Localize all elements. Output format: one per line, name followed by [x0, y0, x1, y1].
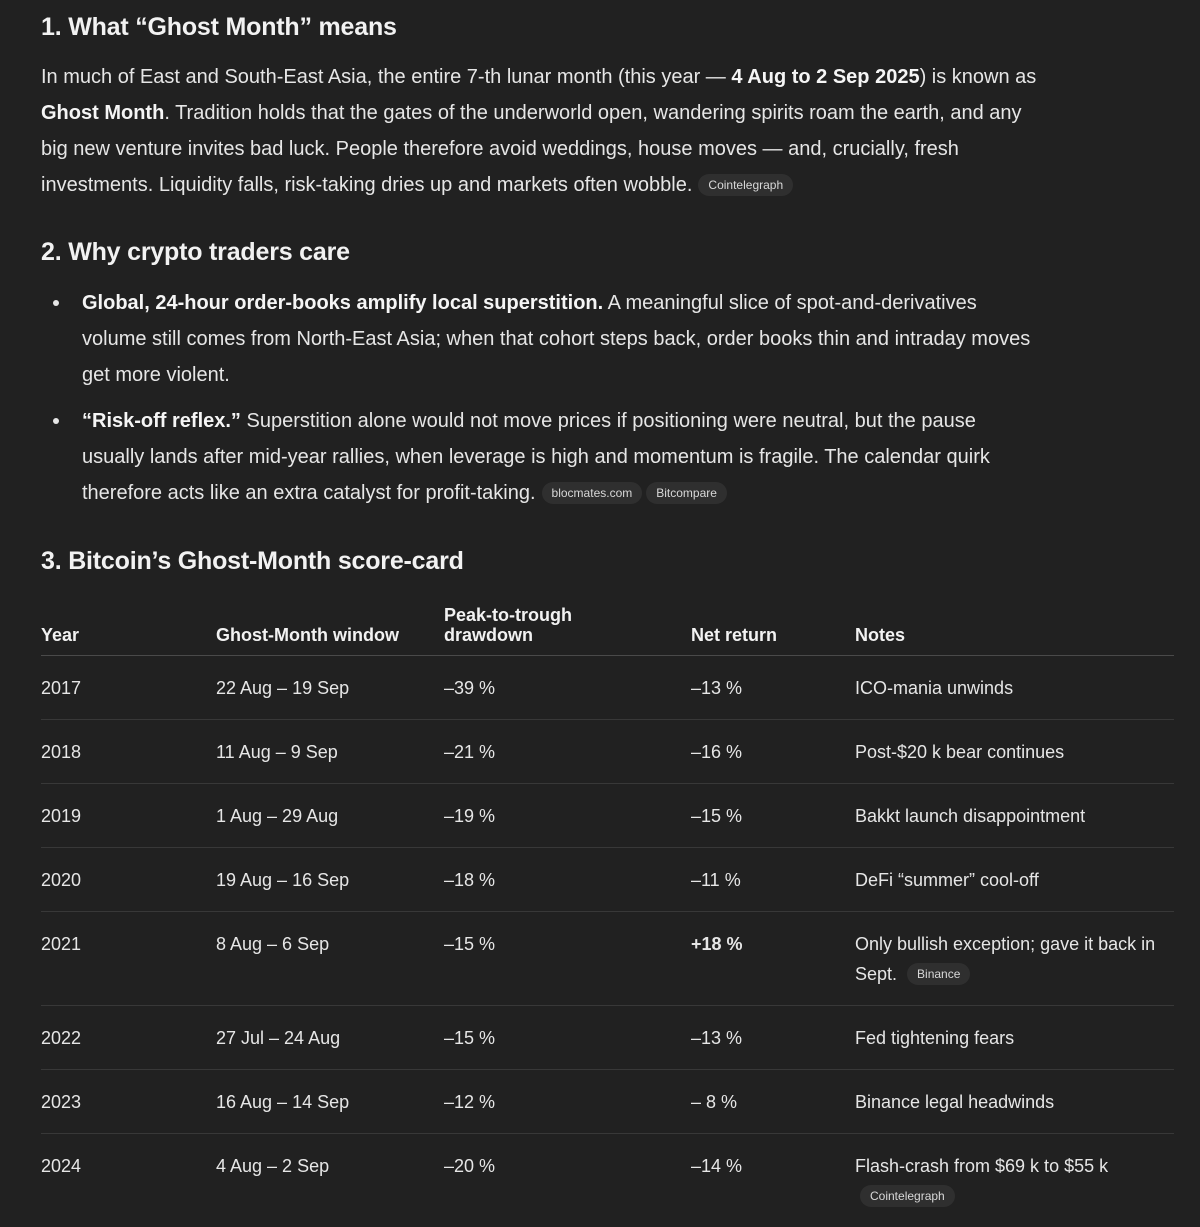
- cell-drawdown: –15 %: [444, 912, 691, 1006]
- cell-drawdown: –18 %: [444, 848, 691, 912]
- cell-window: 8 Aug – 6 Sep: [216, 912, 444, 1006]
- cell-notes-text: Flash-crash from $69 k to $55 k: [855, 1151, 1174, 1181]
- cell-net-return: –16 %: [691, 720, 855, 784]
- reasons-list: [41, 285, 1031, 521]
- scorecard-table: [41, 597, 1174, 1227]
- cell-drawdown: –15 %: [444, 1006, 691, 1070]
- para-text: ) is known as: [920, 66, 1037, 88]
- table-row: [41, 784, 1174, 848]
- source-pill-bitcompare: Bitcompare: [646, 482, 727, 504]
- cell-window: 19 Aug – 16 Sep: [216, 848, 444, 912]
- cell-year: 2021: [41, 912, 216, 1006]
- cell-net-return: –13 %: [691, 1006, 855, 1070]
- cell-window: 27 Jul – 24 Aug: [216, 1006, 444, 1070]
- cell-window: 22 Aug – 19 Sep: [216, 656, 444, 720]
- cell-year: 2024: [41, 1134, 216, 1227]
- cell-notes: [855, 912, 1174, 1006]
- bullet-title: “Risk-off reflex.”: [82, 410, 241, 432]
- bullet-title: Global, 24-hour order-books amplify local superstition.: [82, 292, 603, 314]
- cell-window: 16 Aug – 14 Sep: [216, 1070, 444, 1134]
- cell-window: 11 Aug – 9 Sep: [216, 720, 444, 784]
- list-item: [41, 403, 1031, 511]
- col-header-notes: Notes: [855, 597, 1174, 656]
- bullet-icon: [53, 418, 59, 424]
- table-row: [41, 912, 1174, 1006]
- cell-year: 2020: [41, 848, 216, 912]
- cell-net-return: –15 %: [691, 784, 855, 848]
- section-heading-why-traders-care: 2. Why crypto traders care: [41, 238, 350, 267]
- cell-net-return: –11 %: [691, 848, 855, 912]
- ghost-month-bold: Ghost Month: [41, 102, 164, 124]
- source-pill-blocmates[interactable]: blocmates.com: [542, 482, 643, 504]
- table-header-row: [41, 597, 1174, 656]
- col-header-net-return: Net return: [691, 597, 855, 656]
- col-header-year: Year: [41, 597, 216, 656]
- col-header-drawdown: [444, 597, 691, 656]
- cell-drawdown: –19 %: [444, 784, 691, 848]
- cell-year: 2019: [41, 784, 216, 848]
- cell-year: 2017: [41, 656, 216, 720]
- cell-notes: Fed tightening fears: [855, 1006, 1174, 1070]
- cell-notes: Bakkt launch disappointment: [855, 784, 1174, 848]
- cell-notes: ICO-mania unwinds: [855, 656, 1174, 720]
- date-range-bold: 4 Aug to 2 Sep 2025: [731, 66, 919, 88]
- table-row: [41, 1134, 1174, 1227]
- table-row: [41, 848, 1174, 912]
- cell-drawdown: –21 %: [444, 720, 691, 784]
- cell-window: 1 Aug – 29 Aug: [216, 784, 444, 848]
- cell-year: 2022: [41, 1006, 216, 1070]
- source-pill-cointelegraph[interactable]: Cointelegraph: [860, 1185, 955, 1207]
- cell-notes-text: Only bullish exception; gave it back in Sept.: [855, 934, 1155, 984]
- para-text: In much of East and South-East Asia, the entire 7-th lunar month (this year —: [41, 66, 731, 88]
- cell-net-return: +18 %: [691, 912, 855, 1006]
- bullet-text: Superstition alone would not move prices if positioning were neutral, but the pause usually lands after mid-year rallies, when leverage is high and momentum is fragile. The calendar quirk therefore acts like an extra catalyst for profit-taking.: [82, 410, 990, 504]
- cell-notes: [855, 1134, 1174, 1227]
- source-pill-binance[interactable]: Binance: [907, 963, 970, 985]
- list-item: [41, 285, 1031, 393]
- para-text: . Tradition holds that the gates of the underworld open, wandering spirits roam the earth, and any big new venture invites bad luck. People therefore avoid weddings, house moves — and, crucially, fresh investments. Liquidity falls, risk-taking dries up and markets often wobble.: [41, 102, 1022, 196]
- col-header-window: Ghost-Month window: [216, 597, 444, 656]
- cell-year: 2018: [41, 720, 216, 784]
- bullet-icon: [53, 300, 59, 306]
- bullet-text: A meaningful slice of spot-and-derivatives volume still comes from North-East Asia; when that cohort steps back, order books thin and intraday moves get more violent.: [82, 292, 1030, 386]
- section-heading-ghost-month: 1. What “Ghost Month” means: [41, 13, 397, 42]
- table-row: [41, 656, 1174, 720]
- cell-drawdown: –12 %: [444, 1070, 691, 1134]
- ghost-month-paragraph: [41, 59, 1041, 203]
- cell-net-return: – 8 %: [691, 1070, 855, 1134]
- table-row: [41, 720, 1174, 784]
- cell-drawdown: –39 %: [444, 656, 691, 720]
- cell-notes: DeFi “summer” cool-off: [855, 848, 1174, 912]
- cell-net-return: –14 %: [691, 1134, 855, 1227]
- cell-drawdown: –20 %: [444, 1134, 691, 1227]
- source-pill-cointelegraph[interactable]: Cointelegraph: [698, 174, 793, 196]
- table-row: [41, 1070, 1174, 1134]
- col-header-drawdown-label: Peak-to-trough drawdown: [444, 605, 594, 645]
- cell-net-return: –13 %: [691, 656, 855, 720]
- cell-window: 4 Aug – 2 Sep: [216, 1134, 444, 1227]
- cell-notes: Post-$20 k bear continues: [855, 720, 1174, 784]
- cell-notes: Binance legal headwinds: [855, 1070, 1174, 1134]
- table-row: [41, 1006, 1174, 1070]
- cell-year: 2023: [41, 1070, 216, 1134]
- section-heading-scorecard: 3. Bitcoin’s Ghost-Month score-card: [41, 547, 464, 576]
